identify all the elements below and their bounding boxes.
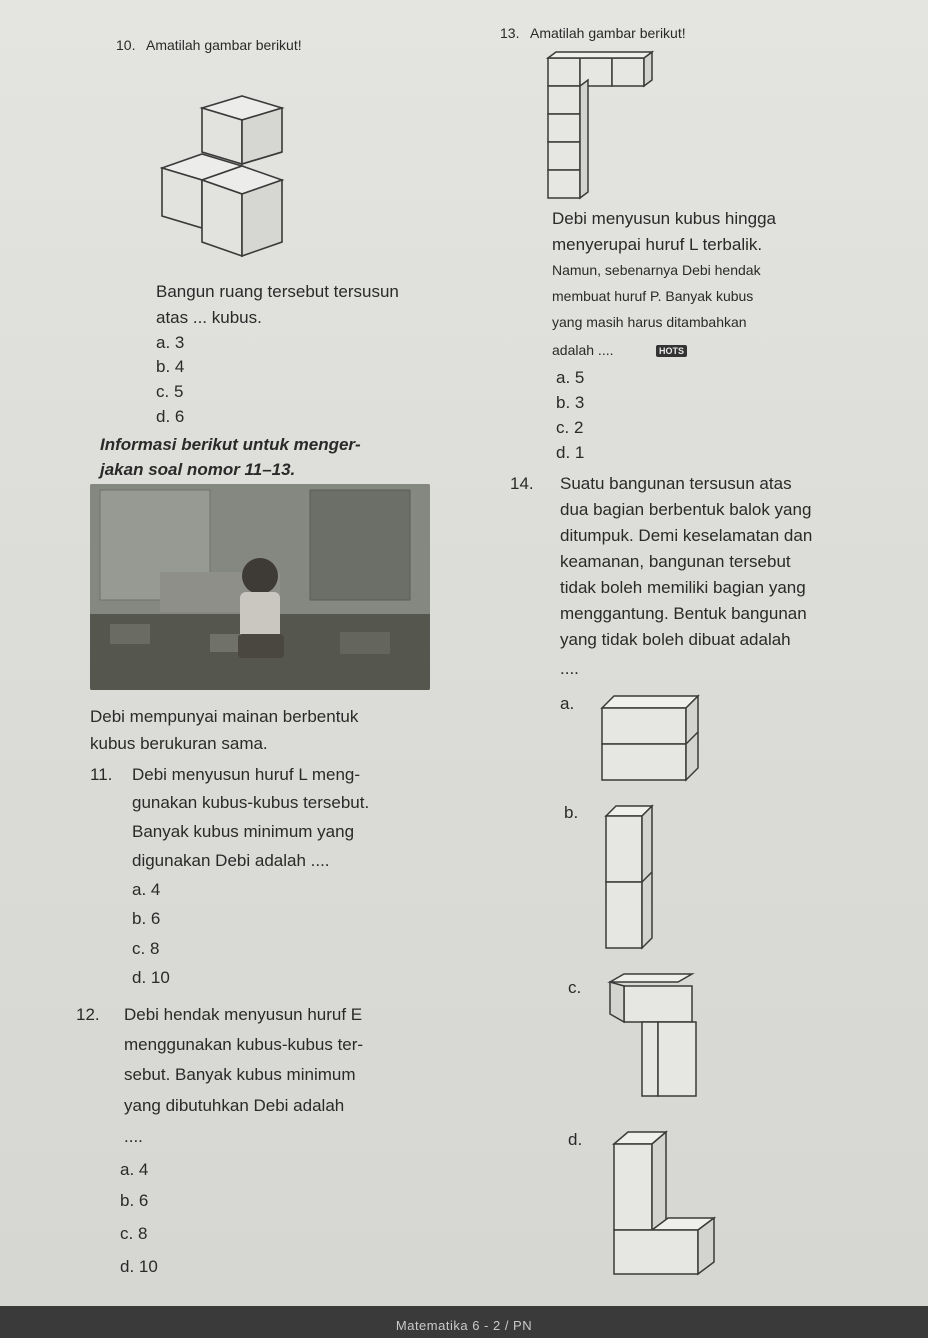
q12-line3: sebut. Banyak kubus minimum	[124, 1065, 356, 1084]
q13-line4: membuat huruf P. Banyak kubus	[552, 288, 754, 304]
q14-option-d-figure[interactable]	[606, 1126, 720, 1280]
q11-line2: gunakan kubus-kubus tersebut.	[132, 793, 370, 812]
q14-option-a-figure[interactable]	[596, 694, 706, 786]
hots-badge: HOTS	[656, 345, 687, 357]
q10-question-line2: atas ... kubus.	[156, 308, 262, 327]
q11-line1: Debi menyusun huruf L meng-	[132, 765, 361, 784]
q14-line3: ditumpuk. Demi keselamatan dan	[560, 526, 813, 545]
q14-line1: Suatu bangunan tersusun atas	[560, 474, 792, 493]
q13-option-b[interactable]: b. 3	[556, 393, 585, 412]
q12-line2: menggunakan kubus-kubus ter-	[124, 1035, 364, 1054]
q14-option-d-label[interactable]: d.	[568, 1130, 583, 1149]
q11-option-c[interactable]: c. 8	[132, 939, 160, 958]
q13-line2: menyerupai huruf L terbalik.	[552, 235, 763, 254]
q14-line6: menggantung. Bentuk bangunan	[560, 604, 807, 623]
q14-line5: tidak boleh memiliki bagian yang	[560, 578, 806, 597]
q13-option-d[interactable]: d. 1	[556, 443, 585, 462]
q13-option-c[interactable]: c. 2	[556, 418, 584, 437]
q10-question-line1: Bangun ruang tersebut tersusun	[156, 282, 399, 301]
q14-number: 14.	[510, 474, 534, 493]
q13-inverted-l-figure	[540, 50, 660, 205]
info-line2: jakan soal nomor 11–13.	[100, 460, 296, 479]
q14-option-a-label[interactable]: a.	[560, 694, 575, 713]
q12-line4: yang dibutuhkan Debi adalah	[124, 1096, 345, 1115]
q14-line8: ....	[560, 659, 579, 678]
q14-option-c-label[interactable]: c.	[568, 978, 582, 997]
q10-option-a[interactable]: a. 3	[156, 333, 185, 352]
q13-option-a[interactable]: a. 5	[556, 368, 585, 387]
q11-number: 11.	[90, 765, 113, 784]
q14-line7: yang tidak boleh dibuat adalah	[560, 630, 791, 649]
q10-number: 10.	[116, 37, 136, 53]
q13-line3: Namun, sebenarnya Debi hendak	[552, 262, 761, 278]
q14-line2: dua bagian berbentuk balok yang	[560, 500, 812, 519]
q12-option-d[interactable]: d. 10	[120, 1257, 158, 1276]
q13-line5: yang masih harus ditambahkan	[552, 314, 747, 330]
q14-option-c-figure[interactable]	[604, 970, 702, 1102]
girl-head	[242, 558, 278, 594]
q11-option-d[interactable]: d. 10	[132, 968, 170, 987]
q12-option-b[interactable]: b. 6	[120, 1191, 149, 1210]
q11-line3: Banyak kubus minimum yang	[132, 822, 355, 841]
q12-option-a[interactable]: a. 4	[120, 1160, 149, 1179]
q12-option-c[interactable]: c. 8	[120, 1224, 148, 1243]
q13-line1: Debi menyusun kubus hingga	[552, 209, 776, 228]
q13-title: Amatilah gambar berikut!	[530, 25, 686, 41]
q12-line1: Debi hendak menyusun huruf E	[124, 1005, 363, 1024]
info-line1: Informasi berikut untuk menger-	[100, 435, 361, 454]
q10-option-c[interactable]: c. 5	[156, 382, 184, 401]
q11-line4: digunakan Debi adalah ....	[132, 851, 330, 870]
q12-line5: ....	[124, 1127, 143, 1146]
q11-option-a[interactable]: a. 4	[132, 880, 161, 899]
q12-number: 12.	[76, 1005, 100, 1024]
debi-photo	[90, 484, 430, 690]
q11-option-b[interactable]: b. 6	[132, 909, 161, 928]
page-footer: Matematika 6 - 2 / PN	[395, 1318, 533, 1333]
q10-option-b[interactable]: b. 4	[156, 357, 185, 376]
q14-option-b-label[interactable]: b.	[564, 803, 579, 822]
q10-option-d[interactable]: d. 6	[156, 407, 185, 426]
q14-line4: keamanan, bangunan tersebut	[560, 552, 791, 571]
q13-number: 13.	[500, 25, 520, 41]
q13-line6: adalah ....	[552, 342, 614, 358]
info-caption-line1: Debi mempunyai mainan berbentuk	[90, 707, 359, 726]
q10-title: Amatilah gambar berikut!	[146, 37, 302, 53]
info-caption-line2: kubus berukuran sama.	[90, 734, 268, 753]
q14-option-b-figure[interactable]	[600, 802, 664, 954]
q10-cube-figure	[150, 68, 310, 273]
